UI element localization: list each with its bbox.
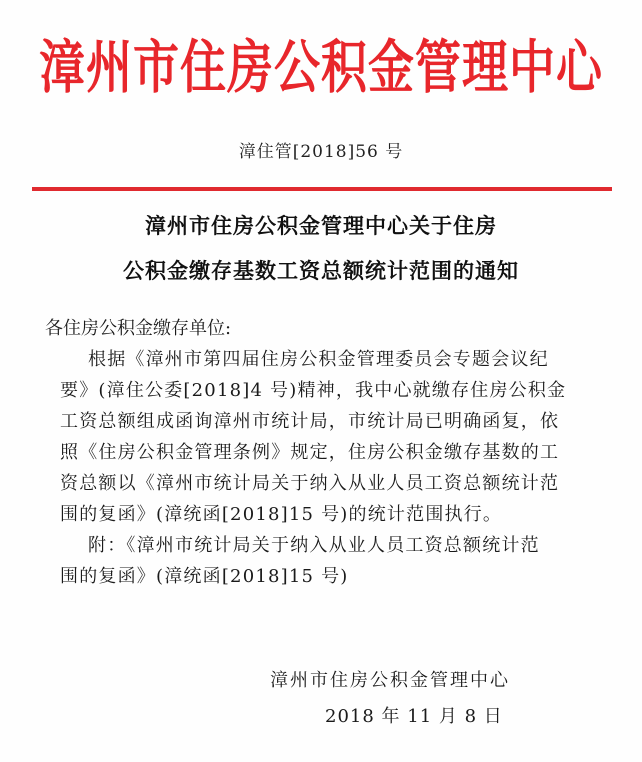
signature-organization: 漳州市住房公积金管理中心: [270, 670, 510, 691]
attachment-line-1: 附：《漳州市统计局关于纳入从业人员工资总额统计范: [88, 535, 540, 556]
notice-title-line-2: 公积金缴存基数工资总额统计范围的通知: [123, 258, 519, 283]
body-line-4: 照《住房公积金管理条例》规定，住房公积金缴存基数的工: [60, 442, 560, 463]
letterhead-title: 漳州市住房公积金管理中心: [39, 33, 603, 101]
signature-date: 2018 年 11 月 8 日: [325, 706, 503, 727]
body-line-5: 资总额以《漳州市统计局关于纳入从业人员工资总额统计范: [60, 473, 560, 494]
document-number: 漳住管[2018]56 号: [238, 142, 404, 162]
body-line-1: 根据《漳州市第四届住房公积金管理委员会专题会议纪: [88, 349, 549, 370]
notice-title-line-1: 漳州市住房公积金管理中心关于住房: [145, 213, 497, 238]
body-line-6: 围的复函》(漳统函[2018]15 号)的统计范围执行。: [60, 504, 503, 525]
attachment-line-2: 围的复函》(漳统函[2018]15 号): [60, 566, 349, 587]
addressee: 各住房公积金缴存单位:: [45, 318, 232, 339]
letterhead-divider: [32, 187, 612, 191]
body-line-2: 要》(漳住公委[2018]4 号)精神，我中心就缴存住房公积金: [60, 380, 567, 401]
body-line-3: 工资总额组成函询漳州市统计局，市统计局已明确函复，依: [60, 411, 560, 432]
